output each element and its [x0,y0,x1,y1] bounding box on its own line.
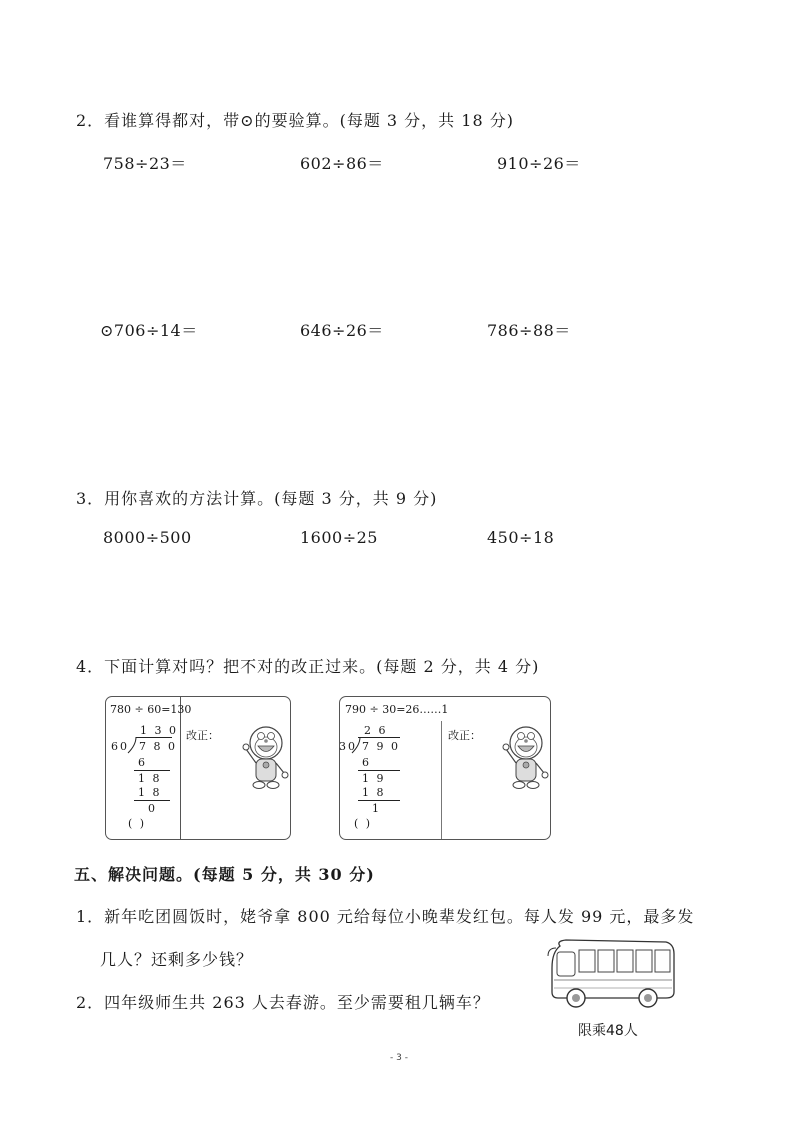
dividend: 7 9 0 [362,740,400,753]
section5-title: 五、解决问题。(每题 5 分，共 30 分) [74,865,375,884]
work-line-2: 1 8 [138,772,162,785]
answer-blank: ( ) [354,817,373,830]
q2-expr-3: 910÷26＝ [497,154,581,173]
correction-box-2 [339,696,551,840]
answer-blank: ( ) [128,817,147,830]
wrong-equation: 780 ÷ 60=130 [110,703,192,716]
dividend: 7 8 0 [139,740,177,753]
q2-expr-5: 646÷26＝ [300,321,384,340]
wrong-equation: 790 ÷ 30=26……1 [345,703,449,716]
cartoon-robot-icon [242,721,290,807]
work-line-1: 6 [362,756,371,769]
q2-expr-4: ⊙706÷14＝ [100,321,198,340]
work-line-4: 0 [148,802,157,815]
problem-1-line-2: 几人？还剩多少钱？ [100,950,254,969]
bus-icon [546,938,678,1014]
q2-expr-1: 758÷23＝ [103,154,187,173]
work-line-2: 1 9 [362,772,386,785]
correction-box-1 [105,696,291,840]
work-line-3: 1 8 [138,786,162,799]
work-line-3: 1 8 [362,786,386,799]
q4-title: 4．下面计算对吗？把不对的改正过来。(每题 2 分，共 4 分) [76,657,540,676]
page-number: - 3 - [390,1053,408,1063]
q3-expr-3: 450÷18 [487,528,555,547]
divisor: 60 [111,740,129,753]
divisor: 30 [339,740,357,753]
quotient: 1 3 0 [140,724,178,737]
correct-label: 改正： [186,729,219,742]
q2-expr-6: 786÷88＝ [487,321,571,340]
bus-capacity-label: 限乘48人 [578,1023,638,1039]
quotient: 2 6 [364,724,388,737]
box-divider [441,721,442,839]
q3-title: 3．用你喜欢的方法计算。(每题 3 分，共 9 分) [76,489,438,508]
work-line-1: 6 [138,756,147,769]
cartoon-robot-icon [502,721,550,807]
problem-2: 2．四年级师生共 263 人去春游。至少需要租几辆车？ [76,993,490,1012]
box-divider [180,697,181,839]
q2-title: 2．看谁算得都对，带⊙的要验算。(每题 3 分，共 18 分) [76,111,514,130]
work-line-4: 1 [372,802,381,815]
q3-expr-2: 1600÷25 [300,528,378,547]
problem-1-line-1: 1．新年吃团圆饭时，姥爷拿 800 元给每位小晚辈发红包。每人发 99 元，最多发 [76,907,695,926]
q3-expr-1: 8000÷500 [103,528,192,547]
correct-label: 改正： [448,729,481,742]
q2-expr-2: 602÷86＝ [300,154,384,173]
